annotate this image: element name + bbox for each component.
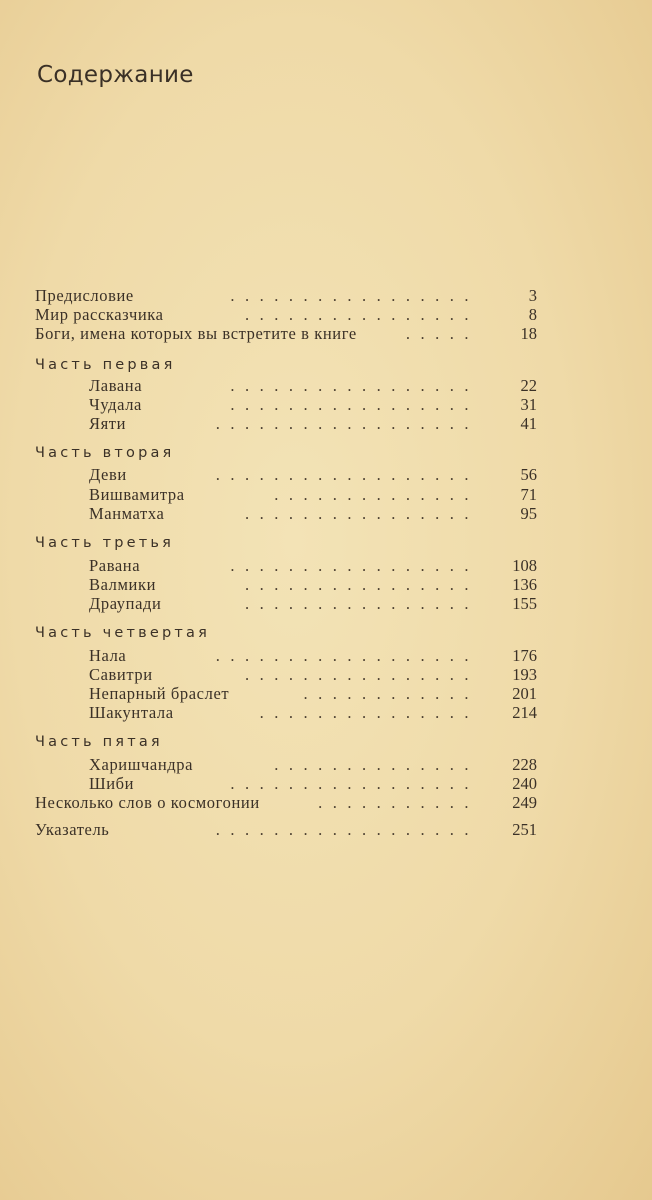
toc-entry xyxy=(35,504,537,524)
toc-entry-title: Шиби xyxy=(89,774,135,793)
toc-entry-title: Часть вторая xyxy=(35,445,175,461)
toc-entry-title: Драупади xyxy=(89,594,162,613)
toc-entry xyxy=(35,395,537,415)
toc-entry-title: Непарный браслет xyxy=(89,684,230,703)
dot-leader: ............ xyxy=(303,684,479,703)
dot-leader: .................. xyxy=(215,820,479,839)
toc-entry xyxy=(35,556,537,576)
toc-entry xyxy=(35,755,537,775)
toc-page-number: 41 xyxy=(520,414,537,433)
toc-entry xyxy=(35,575,537,595)
toc-entry-title: Лавана xyxy=(89,376,143,395)
toc-page-number: 71 xyxy=(520,485,537,504)
dot-leader: ........... xyxy=(318,793,479,812)
toc-page-number: 214 xyxy=(512,703,537,722)
toc-page-number: 193 xyxy=(512,665,537,684)
toc-page-number: 251 xyxy=(512,820,537,839)
toc-page-number: 95 xyxy=(520,504,537,523)
toc-entry-title: Часть первая xyxy=(35,357,176,373)
toc-entry-title: Харишчандра xyxy=(89,755,194,774)
toc-entry-title: Несколько слов о космогонии xyxy=(35,793,260,812)
dot-leader: ................. xyxy=(230,376,479,395)
toc-entry xyxy=(35,305,537,325)
toc-entry-title: Манматха xyxy=(89,504,165,523)
dot-leader: .............. xyxy=(274,485,479,504)
toc-part-heading xyxy=(35,732,537,752)
page-title: Содержание xyxy=(37,62,194,88)
toc-page-number: 18 xyxy=(520,324,537,343)
toc-entry-title: Деви xyxy=(89,465,127,484)
dot-leader: ................ xyxy=(245,575,479,594)
toc-entry-title: Указатель xyxy=(35,820,110,839)
toc-page-number: 3 xyxy=(528,286,537,305)
dot-leader: ................. xyxy=(230,286,479,305)
dot-leader: .................. xyxy=(215,414,479,433)
toc-entry xyxy=(35,324,537,344)
dot-leader: ................ xyxy=(245,305,479,324)
toc-entry-title: Предисловие xyxy=(35,286,134,305)
toc-entry-title: Боги, имена которых вы встретите в книге xyxy=(35,324,357,343)
toc-entry xyxy=(35,820,537,840)
dot-leader: ................ xyxy=(245,594,479,613)
toc-entry-title: Чудала xyxy=(89,395,142,414)
toc-page-number: 31 xyxy=(520,395,537,414)
toc-part-heading xyxy=(35,443,537,463)
toc-entry xyxy=(35,286,537,306)
dot-leader: ..... xyxy=(405,324,479,343)
dot-leader: ................. xyxy=(230,556,479,575)
toc-page-number: 22 xyxy=(520,376,537,395)
toc-page-number: 8 xyxy=(528,305,537,324)
toc-entry xyxy=(35,594,537,614)
toc-page-number: 56 xyxy=(520,465,537,484)
toc-entry xyxy=(35,465,537,485)
dot-leader: ................ xyxy=(245,504,479,523)
toc-page-number: 201 xyxy=(512,684,537,703)
toc-page-number: 249 xyxy=(512,793,537,812)
toc-part-heading xyxy=(35,623,537,643)
dot-leader: .................. xyxy=(215,646,479,665)
toc-entry-title: Часть четвертая xyxy=(35,625,211,641)
toc-page-number: 228 xyxy=(512,755,537,774)
dot-leader: .................. xyxy=(215,465,479,484)
toc-entry xyxy=(35,793,537,813)
toc-page-number: 155 xyxy=(512,594,537,613)
dot-leader: .............. xyxy=(274,755,479,774)
toc-entry xyxy=(35,646,537,666)
toc-entry-title: Яяти xyxy=(89,414,127,433)
toc-entry-title: Часть пятая xyxy=(35,734,163,750)
toc-entry xyxy=(35,414,537,434)
toc-entry xyxy=(35,774,537,794)
toc-entry-title: Валмики xyxy=(89,575,157,594)
toc-entry-title: Мир рассказчика xyxy=(35,305,164,324)
toc-entry-title: Савитри xyxy=(89,665,153,684)
toc-entry-title: Равана xyxy=(89,556,141,575)
dot-leader: ................. xyxy=(230,395,479,414)
toc-page-number: 176 xyxy=(512,646,537,665)
toc-entry xyxy=(35,665,537,685)
toc-page-number: 108 xyxy=(512,556,537,575)
toc-entry xyxy=(35,485,537,505)
toc-entry-title: Шакунтала xyxy=(89,703,174,722)
toc-entry-title: Часть третья xyxy=(35,535,175,551)
toc-entry xyxy=(35,703,537,723)
dot-leader: ............... xyxy=(259,703,479,722)
toc-entry-title: Вишвамитра xyxy=(89,485,185,504)
toc-part-heading xyxy=(35,533,537,553)
toc-entry xyxy=(35,376,537,396)
dot-leader: ................ xyxy=(245,665,479,684)
toc-page-number: 136 xyxy=(512,575,537,594)
toc-part-heading xyxy=(35,355,537,375)
toc-entry xyxy=(35,684,537,704)
toc-entry-title: Нала xyxy=(89,646,127,665)
dot-leader: ................. xyxy=(230,774,479,793)
toc-page-number: 240 xyxy=(512,774,537,793)
